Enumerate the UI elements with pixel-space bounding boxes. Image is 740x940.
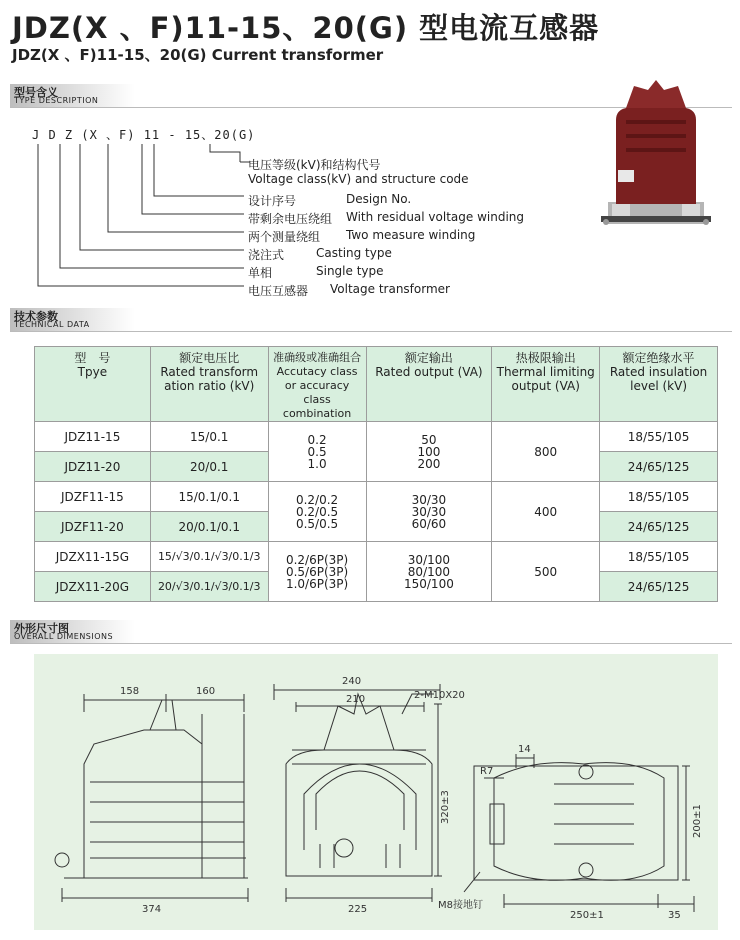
cell-accuracy: 0.2 0.5 1.0 bbox=[268, 422, 366, 482]
section-title-en: TYPE DESCRIPTION bbox=[14, 96, 99, 105]
cell-output: 30/30 30/30 60/60 bbox=[366, 482, 492, 542]
dim-320: 320±3 bbox=[440, 790, 451, 824]
header-output: 额定输出 Rated output (VA) bbox=[366, 347, 492, 422]
legend-single-cn: 单相 bbox=[248, 266, 273, 280]
page-title: JDZ(X 、F)11-15、20(G) 型电流互感器 bbox=[12, 11, 600, 45]
cell-type: JDZ11-20 bbox=[35, 452, 151, 482]
header-thermal: 热极限输出 Thermal limiting output (VA) bbox=[492, 347, 600, 422]
dim-250: 250±1 bbox=[570, 910, 604, 921]
cell-ratio: 20/0.1 bbox=[150, 452, 268, 482]
legend-single-en: Single type bbox=[316, 264, 384, 278]
type-legend-lines bbox=[30, 138, 250, 298]
technical-data-header bbox=[10, 308, 732, 332]
table-row bbox=[35, 422, 718, 452]
section-title-cn: 型号含义 bbox=[14, 86, 58, 99]
section-title-cn: 外形尺寸图 bbox=[14, 622, 69, 635]
legend-residual-en: With residual voltage winding bbox=[346, 210, 525, 224]
cell-ratio: 15/0.1 bbox=[150, 422, 268, 452]
table-row bbox=[35, 482, 718, 512]
page-subtitle: JDZ(X 、F)11-15、20(G) Current transformer bbox=[12, 46, 384, 64]
header-accuracy: 准确级或准确组合 Accutacy class or accuracy class combination bbox=[268, 347, 366, 422]
legend-voltage-class-en: Voltage class(kV) and structure code bbox=[248, 172, 469, 186]
cell-type: JDZX11-20G bbox=[35, 572, 151, 602]
cell-ratio: 15/0.1/0.1 bbox=[150, 482, 268, 512]
cell-insulation: 24/65/125 bbox=[600, 452, 718, 482]
cell-type: JDZF11-15 bbox=[35, 482, 151, 512]
cell-thermal: 800 bbox=[492, 422, 600, 482]
legend-vt-cn: 电压互感器 bbox=[248, 284, 309, 298]
type-code: J D Z (X 、F) 11 - 15、20(G) bbox=[32, 128, 256, 142]
dim-160: 160 bbox=[196, 686, 216, 697]
section-title-cn: 技术参数 bbox=[14, 310, 58, 323]
dim-bolt: 2-M10X20 bbox=[414, 690, 465, 701]
cell-insulation: 24/65/125 bbox=[600, 572, 718, 602]
dim-374: 374 bbox=[142, 904, 162, 915]
legend-design-cn: 设计序号 bbox=[248, 194, 297, 208]
legend-voltage-class-cn: 电压等级(kV)和结构代号 bbox=[248, 158, 381, 172]
dim-r7: R7 bbox=[480, 766, 494, 777]
section-title-en: OVERALL DIMENSIONS bbox=[14, 632, 114, 641]
legend-casting-cn: 浇注式 bbox=[248, 248, 285, 262]
legend-casting-en: Casting type bbox=[316, 246, 392, 260]
dim-ground: M8接地钉 bbox=[438, 900, 483, 911]
cell-insulation: 24/65/125 bbox=[600, 512, 718, 542]
legend-measure-en: Two measure winding bbox=[346, 228, 476, 242]
cell-type: JDZF11-20 bbox=[35, 512, 151, 542]
header-insulation: 额定绝缘水平 Rated insulation level (kV) bbox=[600, 347, 718, 422]
dim-14: 14 bbox=[518, 744, 531, 755]
legend-residual-cn: 带剩余电压绕组 bbox=[248, 212, 333, 226]
dim-158: 158 bbox=[120, 686, 140, 697]
cell-insulation: 18/55/105 bbox=[600, 482, 718, 512]
cell-output: 30/100 80/100 150/100 bbox=[366, 542, 492, 602]
cell-type: JDZ11-15 bbox=[35, 422, 151, 452]
cell-type: JDZX11-15G bbox=[35, 542, 151, 572]
cell-accuracy: 0.2/0.2 0.2/0.5 0.5/0.5 bbox=[268, 482, 366, 542]
dimensions-header bbox=[10, 620, 732, 644]
cell-insulation: 18/55/105 bbox=[600, 542, 718, 572]
cell-ratio: 20/√3/0.1/√3/0.1/3 bbox=[150, 572, 268, 602]
dim-200: 200±1 bbox=[692, 804, 703, 838]
cell-ratio: 15/√3/0.1/√3/0.1/3 bbox=[150, 542, 268, 572]
cell-ratio: 20/0.1/0.1 bbox=[150, 512, 268, 542]
cell-output: 50 100 200 bbox=[366, 422, 492, 482]
legend-design-en: Design No. bbox=[346, 192, 412, 206]
legend-vt-en: Voltage transformer bbox=[330, 282, 450, 296]
table-row bbox=[35, 542, 718, 572]
dimension-drawing-panel bbox=[34, 654, 718, 930]
cell-accuracy: 0.2/6P(3P) 0.5/6P(3P) 1.0/6P(3P) bbox=[268, 542, 366, 602]
product-photo bbox=[596, 80, 716, 240]
header-ratio: 额定电压比 Rated transform ation ratio (kV) bbox=[150, 347, 268, 422]
dim-240: 240 bbox=[342, 676, 362, 687]
legend-measure-cn: 两个测量绕组 bbox=[248, 230, 321, 244]
technical-data-table bbox=[34, 346, 718, 602]
cell-thermal: 400 bbox=[492, 482, 600, 542]
cell-thermal: 500 bbox=[492, 542, 600, 602]
cell-insulation: 18/55/105 bbox=[600, 422, 718, 452]
dimension-drawing bbox=[34, 654, 718, 930]
header-type: 型 号 Tpye bbox=[35, 347, 151, 422]
section-title-en: TECHNICAL DATA bbox=[14, 320, 90, 329]
dim-225: 225 bbox=[348, 904, 368, 915]
dim-35: 35 bbox=[668, 910, 681, 921]
dim-210: 210 bbox=[346, 694, 366, 705]
